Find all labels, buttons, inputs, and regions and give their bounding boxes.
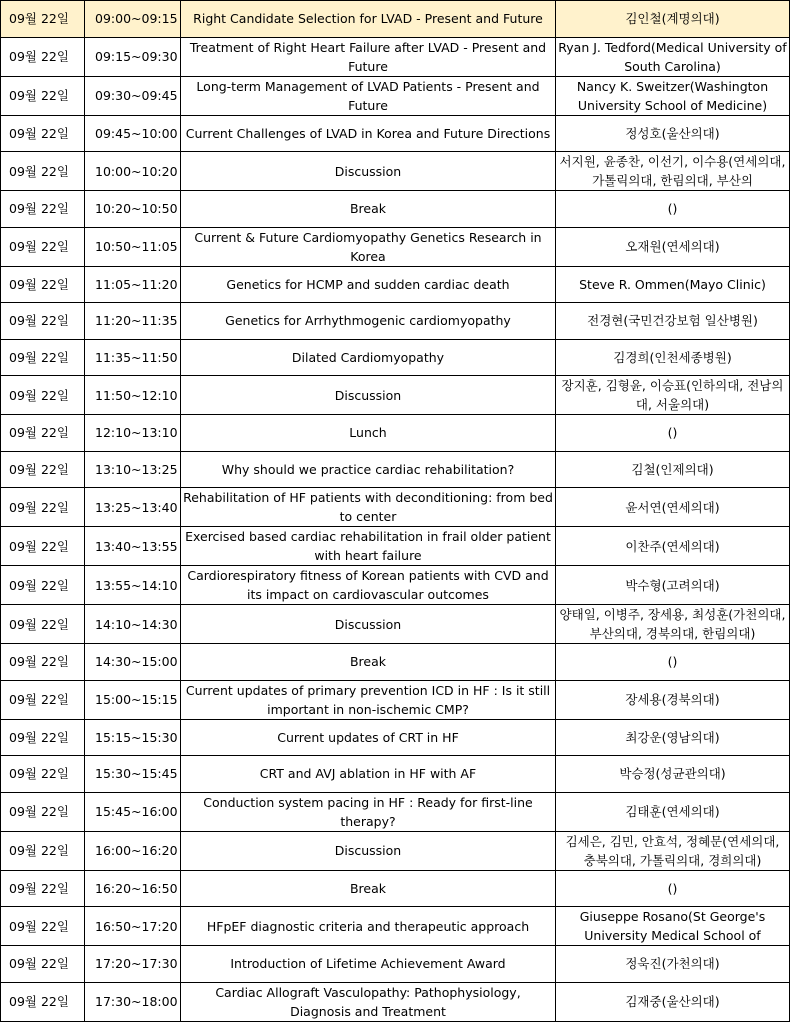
session-speaker-text: () bbox=[667, 880, 678, 896]
table-row bbox=[1, 566, 790, 605]
session-speaker bbox=[556, 946, 790, 983]
session-time: 16:20~16:50 bbox=[85, 870, 181, 907]
session-time: 11:35~11:50 bbox=[85, 339, 181, 376]
session-time: 15:00~15:15 bbox=[85, 680, 181, 719]
session-title bbox=[181, 831, 556, 870]
session-speaker bbox=[556, 488, 790, 527]
session-title-text: Current & Future Cardiomyopathy Genetics Research in Korea bbox=[194, 229, 542, 264]
session-time: 09:45~10:00 bbox=[85, 115, 181, 152]
table-row bbox=[1, 527, 790, 566]
session-title bbox=[181, 719, 556, 756]
table-row bbox=[1, 792, 790, 831]
session-speaker bbox=[556, 266, 790, 303]
session-time: 11:50~12:10 bbox=[85, 376, 181, 415]
session-title-text: Genetics for Arrhythmogenic cardiomyopathy bbox=[225, 313, 511, 329]
session-title-text: Dilated Cardiomyopathy bbox=[291, 349, 445, 365]
session-date: 09월 22일 bbox=[1, 451, 85, 488]
session-title-text: Right Candidate Selection for LVAD - Present and Future bbox=[193, 11, 543, 27]
session-title bbox=[181, 792, 556, 831]
session-title bbox=[181, 756, 556, 793]
session-speaker bbox=[556, 376, 790, 415]
session-title-text: Rehabilitation of HF patients with deconditioning: from bed to center bbox=[183, 490, 553, 524]
session-date: 09월 22일 bbox=[1, 191, 85, 228]
session-speaker bbox=[556, 792, 790, 831]
table-row bbox=[1, 680, 790, 719]
table-row bbox=[1, 37, 790, 76]
session-title bbox=[181, 488, 556, 527]
session-title bbox=[181, 191, 556, 228]
session-speaker bbox=[556, 719, 790, 756]
session-time: 13:40~13:55 bbox=[85, 527, 181, 566]
session-title bbox=[181, 644, 556, 681]
session-speaker-text: Nancy K. Sweitzer(Washington University School of Medicine) bbox=[576, 78, 769, 113]
session-title bbox=[181, 227, 556, 266]
session-time: 14:30~15:00 bbox=[85, 644, 181, 681]
session-date: 09월 22일 bbox=[1, 870, 85, 907]
table-row bbox=[1, 76, 790, 115]
session-date: 09월 22일 bbox=[1, 266, 85, 303]
session-speaker-text: Steve R. Ommen(Mayo Clinic) bbox=[579, 276, 766, 292]
session-title-text: Discussion bbox=[334, 616, 402, 632]
session-speaker bbox=[556, 870, 790, 907]
session-speaker-text: 김경희(인천세종병원) bbox=[613, 349, 732, 365]
session-speaker bbox=[556, 191, 790, 228]
session-title-text: Cardiac Allograft Vasculopathy: Pathophysiology, Diagnosis and Treatment bbox=[215, 984, 521, 1019]
session-time: 15:30~15:45 bbox=[85, 756, 181, 793]
session-title bbox=[181, 566, 556, 605]
session-title-text: Current updates of CRT in HF bbox=[277, 729, 459, 745]
session-title-text: Genetics for HCMP and sudden cardiac death bbox=[226, 276, 510, 292]
session-title bbox=[181, 451, 556, 488]
session-speaker-text: 김철(인제의대) bbox=[631, 461, 714, 477]
table-row bbox=[1, 303, 790, 340]
session-title-text: Discussion bbox=[334, 163, 402, 179]
session-time: 15:15~15:30 bbox=[85, 719, 181, 756]
session-date: 09월 22일 bbox=[1, 76, 85, 115]
session-speaker bbox=[556, 680, 790, 719]
session-date: 09월 22일 bbox=[1, 907, 85, 946]
session-time: 17:30~18:00 bbox=[85, 982, 181, 1021]
session-speaker-text: 이찬주(연세의대) bbox=[625, 538, 720, 554]
session-speaker bbox=[556, 339, 790, 376]
session-time: 16:50~17:20 bbox=[85, 907, 181, 946]
session-speaker bbox=[556, 1, 790, 38]
table-row bbox=[1, 488, 790, 527]
session-time: 12:10~13:10 bbox=[85, 415, 181, 452]
session-date: 09월 22일 bbox=[1, 152, 85, 191]
session-title-text: Cardiorespiratory fitness of Korean patients with CVD and its impact on cardiovascular outcomes bbox=[187, 568, 549, 602]
session-title bbox=[181, 376, 556, 415]
table-row bbox=[1, 719, 790, 756]
session-time: 09:00~09:15 bbox=[85, 1, 181, 38]
session-speaker bbox=[556, 605, 790, 644]
session-date: 09월 22일 bbox=[1, 37, 85, 76]
session-title-text: Break bbox=[349, 654, 387, 670]
session-title bbox=[181, 605, 556, 644]
table-row bbox=[1, 831, 790, 870]
session-speaker-text: 서지원, 윤종찬, 이선기, 이수용(연세의대, 가톨릭의대, 한림의대, 부산의 bbox=[559, 154, 786, 188]
session-time: 14:10~14:30 bbox=[85, 605, 181, 644]
session-time: 13:55~14:10 bbox=[85, 566, 181, 605]
table-row bbox=[1, 907, 790, 946]
session-date: 09월 22일 bbox=[1, 946, 85, 983]
session-title bbox=[181, 946, 556, 983]
session-time: 13:10~13:25 bbox=[85, 451, 181, 488]
table-row bbox=[1, 870, 790, 907]
session-title-text: Conduction system pacing in HF : Ready for first-line therapy? bbox=[203, 794, 533, 829]
session-speaker-text: 양태일, 이병주, 장세용, 최성훈(가천의대, 부산의대, 경북의대, 한림의대) bbox=[559, 607, 786, 641]
session-speaker bbox=[556, 76, 790, 115]
session-speaker bbox=[556, 566, 790, 605]
session-speaker-text: 김세은, 김민, 안효석, 정혜문(연세의대, 충북의대, 가톨릭의대, 경희의대) bbox=[565, 833, 780, 868]
session-speaker bbox=[556, 982, 790, 1021]
session-title bbox=[181, 907, 556, 946]
session-title bbox=[181, 415, 556, 452]
session-time: 10:50~11:05 bbox=[85, 227, 181, 266]
session-speaker-text: () bbox=[667, 654, 678, 670]
session-time: 13:25~13:40 bbox=[85, 488, 181, 527]
session-date: 09월 22일 bbox=[1, 1, 85, 38]
session-time: 17:20~17:30 bbox=[85, 946, 181, 983]
session-speaker-text: 김재중(울산의대) bbox=[625, 994, 720, 1009]
session-date: 09월 22일 bbox=[1, 605, 85, 644]
session-title-text: Current Challenges of LVAD in Korea and Future Directions bbox=[185, 125, 551, 141]
session-time: 11:20~11:35 bbox=[85, 303, 181, 340]
session-title bbox=[181, 115, 556, 152]
session-title-text: Long-term Management of LVAD Patients - Present and Future bbox=[196, 78, 540, 113]
session-speaker-text: 장지훈, 김형윤, 이승표(인하의대, 전남의대, 서울의대) bbox=[561, 378, 784, 412]
table-row bbox=[1, 339, 790, 376]
table-row bbox=[1, 266, 790, 303]
session-date: 09월 22일 bbox=[1, 376, 85, 415]
session-date: 09월 22일 bbox=[1, 527, 85, 566]
session-title bbox=[181, 266, 556, 303]
session-date: 09월 22일 bbox=[1, 719, 85, 756]
session-title-text: Why should we practice cardiac rehabilitation? bbox=[221, 461, 515, 477]
table-row bbox=[1, 756, 790, 793]
session-title bbox=[181, 303, 556, 340]
session-title-text: Exercised based cardiac rehabilitation in frail older patient with heart failure bbox=[185, 529, 551, 563]
session-title bbox=[181, 680, 556, 719]
session-title-text: Break bbox=[349, 201, 387, 217]
session-speaker bbox=[556, 303, 790, 340]
session-speaker bbox=[556, 415, 790, 452]
session-date: 09월 22일 bbox=[1, 792, 85, 831]
session-title bbox=[181, 982, 556, 1021]
session-title bbox=[181, 76, 556, 115]
session-title-text: HFpEF diagnostic criteria and therapeutic approach bbox=[206, 918, 530, 934]
session-title-text: CRT and AVJ ablation in HF with AF bbox=[259, 766, 477, 782]
session-time: 16:00~16:20 bbox=[85, 831, 181, 870]
session-speaker-text: () bbox=[667, 201, 678, 217]
session-date: 09월 22일 bbox=[1, 566, 85, 605]
session-speaker bbox=[556, 37, 790, 76]
session-speaker-text: 윤서연(연세의대) bbox=[625, 499, 720, 515]
session-speaker-text: 오재원(연세의대) bbox=[625, 239, 720, 254]
session-speaker bbox=[556, 831, 790, 870]
session-speaker-text: 정욱진(가천의대) bbox=[625, 956, 720, 972]
session-speaker-text: 김인철(계명의대) bbox=[625, 11, 720, 27]
session-time: 15:45~16:00 bbox=[85, 792, 181, 831]
session-title bbox=[181, 152, 556, 191]
table-row bbox=[1, 227, 790, 266]
session-time: 10:20~10:50 bbox=[85, 191, 181, 228]
session-date: 09월 22일 bbox=[1, 644, 85, 681]
session-time: 10:00~10:20 bbox=[85, 152, 181, 191]
session-date: 09월 22일 bbox=[1, 488, 85, 527]
table-row bbox=[1, 415, 790, 452]
session-date: 09월 22일 bbox=[1, 339, 85, 376]
session-date: 09월 22일 bbox=[1, 115, 85, 152]
session-speaker-text: () bbox=[667, 425, 678, 441]
session-date: 09월 22일 bbox=[1, 227, 85, 266]
session-title bbox=[181, 870, 556, 907]
session-speaker-text: 박수형(고려의대) bbox=[625, 577, 720, 593]
session-time: 11:05~11:20 bbox=[85, 266, 181, 303]
session-date: 09월 22일 bbox=[1, 756, 85, 793]
session-speaker bbox=[556, 115, 790, 152]
session-date: 09월 22일 bbox=[1, 415, 85, 452]
table-row bbox=[1, 115, 790, 152]
session-speaker-text: Ryan J. Tedford(Medical University of South Carolina) bbox=[558, 39, 787, 74]
session-speaker bbox=[556, 227, 790, 266]
session-time: 09:15~09:30 bbox=[85, 37, 181, 76]
session-title bbox=[181, 1, 556, 38]
session-speaker bbox=[556, 451, 790, 488]
session-speaker bbox=[556, 756, 790, 793]
session-title-text: Lunch bbox=[349, 425, 387, 441]
session-title-text: Discussion bbox=[334, 387, 402, 403]
table-row bbox=[1, 451, 790, 488]
session-title-text: Treatment of Right Heart Failure after LVAD - Present and Future bbox=[189, 39, 547, 74]
schedule-body bbox=[1, 1, 790, 1022]
session-date: 09월 22일 bbox=[1, 831, 85, 870]
session-speaker bbox=[556, 527, 790, 566]
session-speaker bbox=[556, 644, 790, 681]
session-title-text: Discussion bbox=[334, 843, 402, 858]
table-row bbox=[1, 982, 790, 1021]
session-speaker bbox=[556, 152, 790, 191]
session-title-text: Introduction of Lifetime Achievement Award bbox=[230, 956, 506, 972]
table-row bbox=[1, 605, 790, 644]
session-title bbox=[181, 339, 556, 376]
session-date: 09월 22일 bbox=[1, 982, 85, 1021]
session-title bbox=[181, 37, 556, 76]
table-row bbox=[1, 946, 790, 983]
session-speaker-text: Giuseppe Rosano(St George's University Medical School of bbox=[579, 909, 766, 943]
session-speaker-text: 전경현(국민건강보험 일산병원) bbox=[587, 313, 758, 329]
session-speaker-text: 김태훈(연세의대) bbox=[625, 804, 720, 819]
session-speaker-text: 박승정(성균관의대) bbox=[619, 766, 726, 782]
table-row bbox=[1, 152, 790, 191]
session-date: 09월 22일 bbox=[1, 303, 85, 340]
table-row bbox=[1, 376, 790, 415]
session-title-text: Current updates of primary prevention ICD in HF : Is it still important in non-ischemic CMP? bbox=[185, 682, 551, 717]
session-speaker-text: 정성호(울산의대) bbox=[625, 125, 720, 141]
session-title-text: Break bbox=[349, 880, 387, 896]
session-speaker bbox=[556, 907, 790, 946]
session-date: 09월 22일 bbox=[1, 680, 85, 719]
table-row bbox=[1, 644, 790, 681]
table-row bbox=[1, 191, 790, 228]
session-speaker-text: 최강운(영남의대) bbox=[625, 729, 720, 745]
session-speaker-text: 장세용(경북의대) bbox=[625, 692, 720, 707]
session-title bbox=[181, 527, 556, 566]
session-time: 09:30~09:45 bbox=[85, 76, 181, 115]
table-row bbox=[1, 1, 790, 38]
